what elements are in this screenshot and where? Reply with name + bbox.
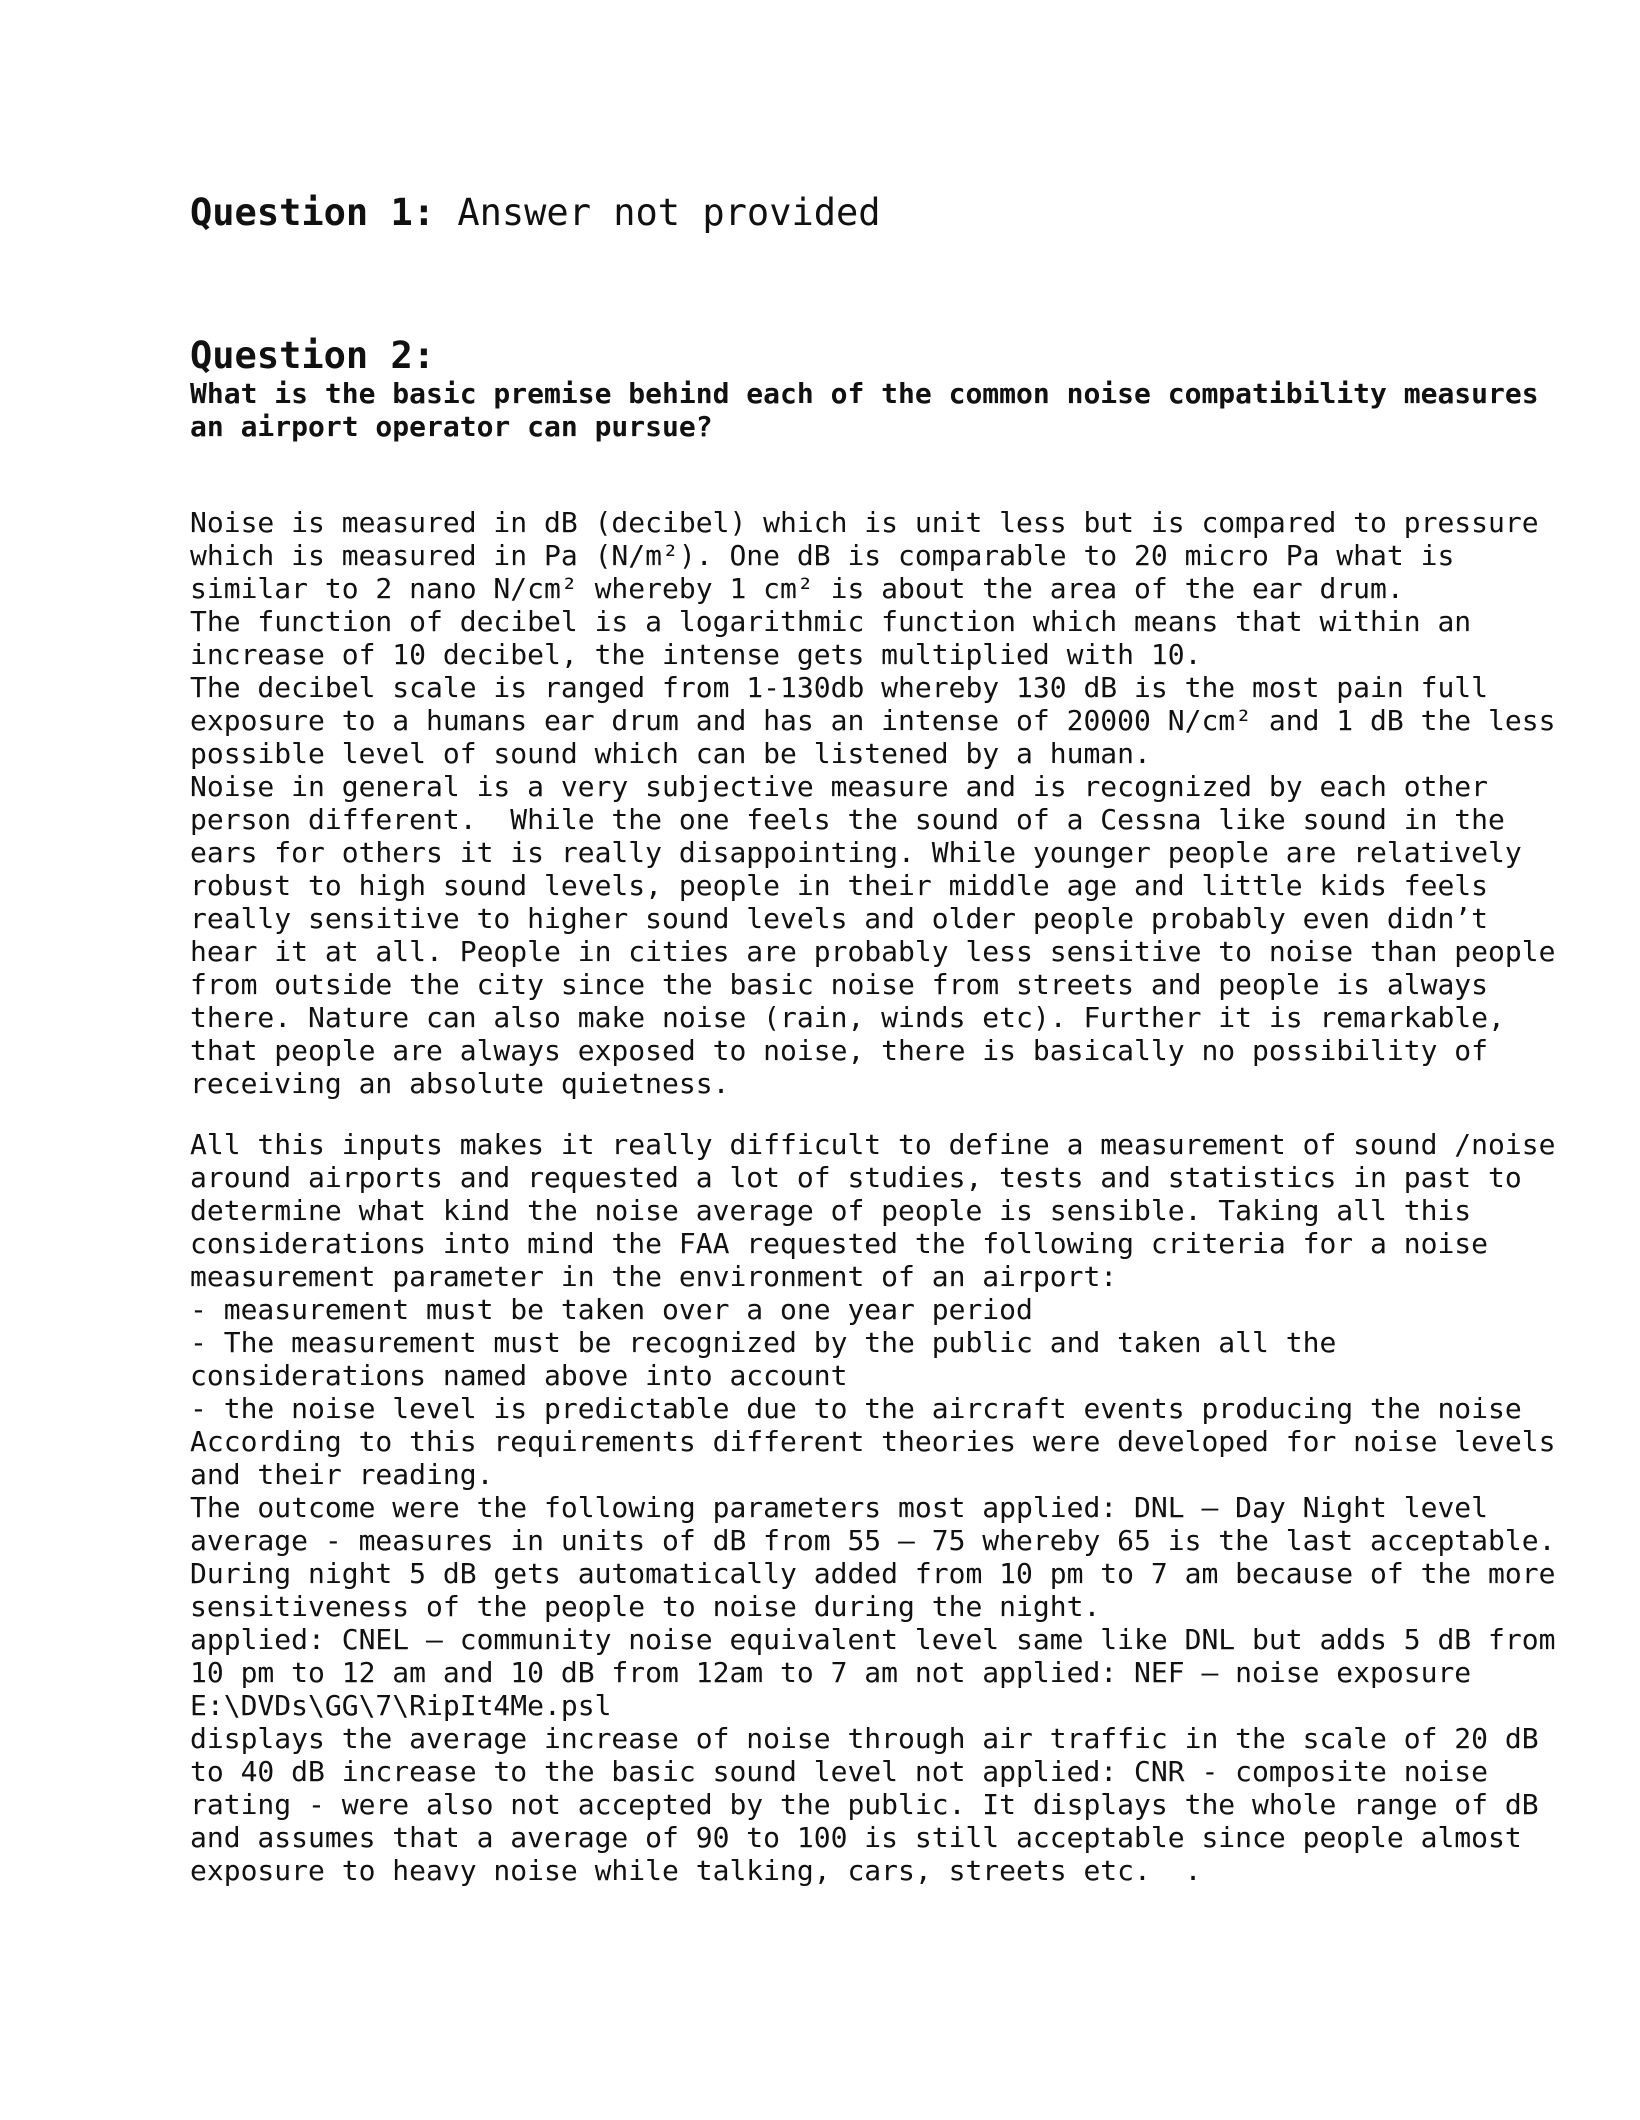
text-line: applied: CNEL – community noise equivalent level same like DNL but adds 5 dB from bbox=[190, 1623, 1556, 1656]
text-line: from outside the city since the basic noise from streets and people is always bbox=[190, 968, 1489, 1001]
answer-paragraph-1 bbox=[190, 506, 1555, 1100]
text-line: rating - were also not accepted by the public. It displays the whole range of dB bbox=[190, 1788, 1539, 1821]
text-line: The outcome were the following parameters most applied: DNL – Day Night level bbox=[190, 1491, 1489, 1524]
text-line: robust to high sound levels, people in their middle age and little kids feels bbox=[190, 869, 1489, 902]
text-line: ears for others it is really disappointing. While younger people are relatively bbox=[190, 836, 1522, 869]
text-line: similar to 2 nano N/cm² whereby 1 cm² is about the area of the ear drum. bbox=[190, 572, 1404, 605]
text-line: exposure to heavy noise while talking, cars, streets etc. . bbox=[190, 1854, 1202, 1887]
question-2-label: Question 2: bbox=[190, 334, 436, 377]
text-line: person different. While the one feels the sound of a Cessna like sound in the bbox=[190, 803, 1505, 836]
criteria-item: - measurement must be taken over a one year period bbox=[190, 1293, 1033, 1326]
text-line: there. Nature can also make noise (rain, winds etc). Further it is remarkable, bbox=[190, 1001, 1505, 1034]
question-1-answer: Answer not provided bbox=[457, 191, 881, 234]
text-line: determine what kind the noise average of people is sensible. Taking all this bbox=[190, 1194, 1472, 1227]
text-line: The decibel scale is ranged from 1-130db whereby 130 dB is the most pain full bbox=[190, 671, 1489, 704]
text-line: and assumes that a average of 90 to 100 is still acceptable since people almost bbox=[190, 1821, 1522, 1854]
file-path-line: E:\DVDs\GG\7\RipIt4Me.psl bbox=[190, 1689, 612, 1722]
text-line: During night 5 dB gets automatically added from 10 pm to 7 am because of the more bbox=[190, 1557, 1556, 1590]
prompt-line: an airport operator can pursue? bbox=[190, 410, 713, 443]
text-line: Noise is measured in dB (decibel) which is unit less but is compared to pressure bbox=[190, 506, 1539, 539]
text-line: receiving an absolute quietness. bbox=[190, 1067, 730, 1100]
text-line: considerations into mind the FAA requested the following criteria for a noise bbox=[190, 1227, 1489, 1260]
text-line: According to this requirements different theories were developed for noise levels bbox=[190, 1425, 1556, 1458]
text-line: The function of decibel is a logarithmic function which means that within an bbox=[190, 605, 1472, 638]
criteria-item: - the noise level is predictable due to the aircraft events producing the noise bbox=[190, 1392, 1522, 1425]
text-line: 10 pm to 12 am and 10 dB from 12am to 7 am not applied: NEF – noise exposure bbox=[190, 1656, 1472, 1689]
text-line: considerations named above into account bbox=[190, 1359, 848, 1392]
text-line: All this inputs makes it really difficult to define a measurement of sound /noise bbox=[190, 1128, 1556, 1161]
text-line: really sensitive to higher sound levels and older people probably even didn’t bbox=[190, 902, 1489, 935]
text-line: measurement parameter in the environment of an airport: bbox=[190, 1260, 1118, 1293]
text-line: sensitiveness of the people to noise during the night. bbox=[190, 1590, 1101, 1623]
text-line: around airports and requested a lot of studies, tests and statistics in past to bbox=[190, 1161, 1522, 1194]
text-line: increase of 10 decibel, the intense gets multiplied with 10. bbox=[190, 638, 1202, 671]
text-line: displays the average increase of noise through air traffic in the scale of 20 dB bbox=[190, 1722, 1539, 1755]
text-line: exposure to a humans ear drum and has an intense of 20000 N/cm² and 1 dB the less bbox=[190, 704, 1556, 737]
question-1-label: Question 1: bbox=[190, 191, 436, 234]
text-line: and their reading. bbox=[190, 1458, 494, 1491]
text-line: possible level of sound which can be listened by a human. bbox=[190, 737, 1151, 770]
text-line: which is measured in Pa (N/m²). One dB is comparable to 20 micro Pa what is bbox=[190, 539, 1455, 572]
text-line: Noise in general is a very subjective measure and is recognized by each other bbox=[190, 770, 1489, 803]
text-line: that people are always exposed to noise, there is basically no possibility of bbox=[190, 1034, 1489, 1067]
prompt-line: What is the basic premise behind each of the common noise compatibility measures bbox=[190, 377, 1539, 410]
question-2-prompt bbox=[190, 377, 1539, 443]
text-line: average - measures in units of dB from 55 – 75 whereby 65 is the last acceptable. bbox=[190, 1524, 1556, 1557]
question-1 bbox=[190, 190, 881, 236]
answer-paragraph-2 bbox=[190, 1128, 1555, 1887]
criteria-item: - The measurement must be recognized by the public and taken all the bbox=[190, 1326, 1337, 1359]
text-line: to 40 dB increase to the basic sound level not applied: CNR - composite noise bbox=[190, 1755, 1489, 1788]
text-line: hear it at all. People in cities are probably less sensitive to noise than people bbox=[190, 935, 1556, 968]
